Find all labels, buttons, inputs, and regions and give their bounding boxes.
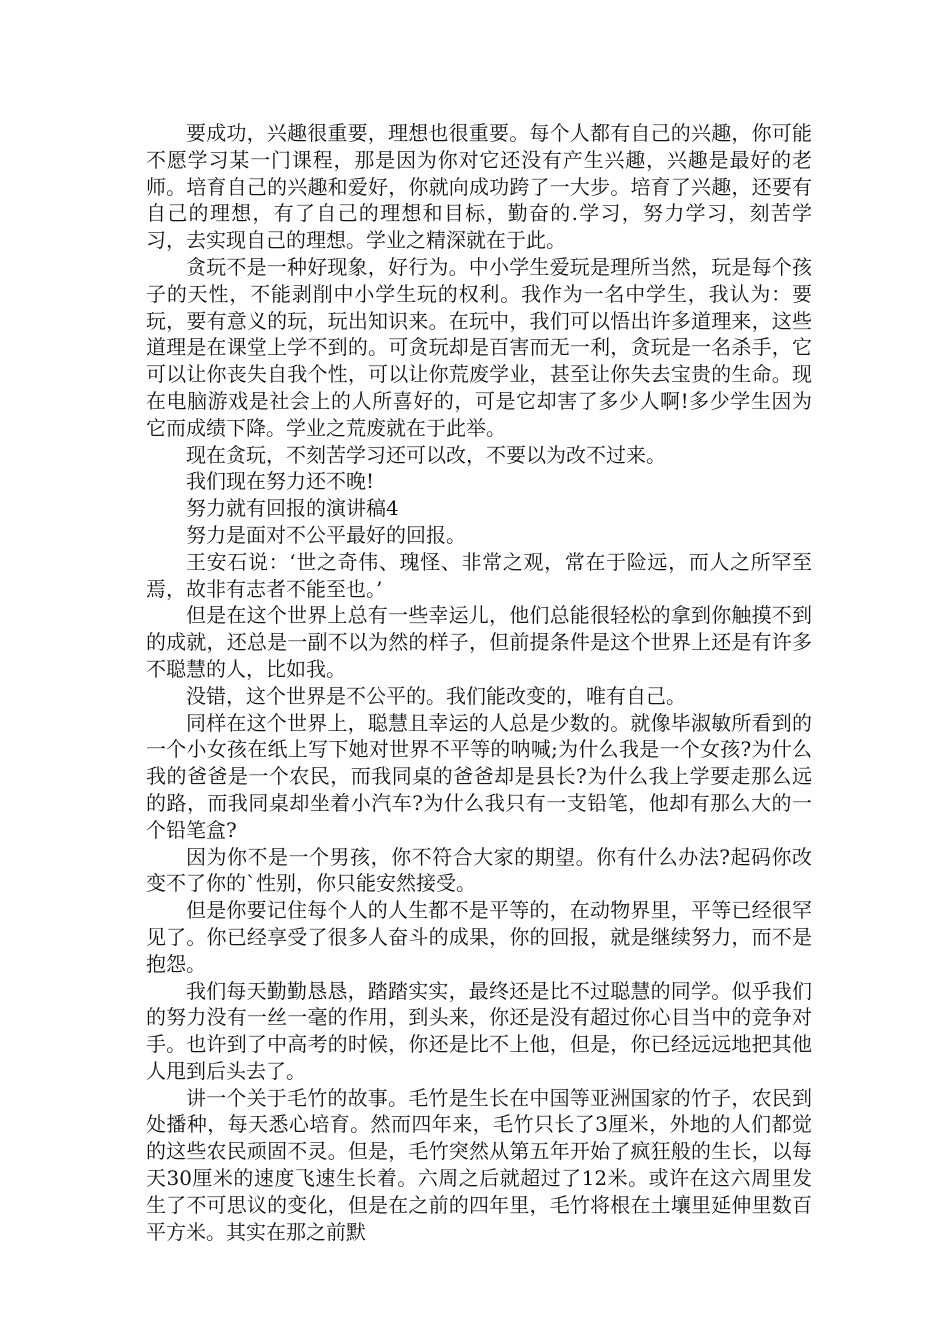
document-page xyxy=(146,120,812,1245)
paragraph-6: 努力是面对不公平最好的回报。 xyxy=(186,522,466,547)
paragraph-9: 没错，这个世界是不公平的。我们能改变的，唯有自己。 xyxy=(186,683,686,708)
paragraph-8: 但是在这个世界上总有一些幸运儿，他们总能很轻松的拿到你触摸不到的成就，还总是一副不以为然的样子，但前提条件是这个世界上还是有许多不聪慧的人，比如我。 xyxy=(146,603,812,681)
paragraph-11: 因为你不是一个男孩，你不符合大家的期望。你有什么办法?起码你改变不了你的`性别，你只能安然接受。 xyxy=(146,844,812,896)
paragraph-3: 现在贪玩，不刻苦学习还可以改，不要以为改不过来。 xyxy=(186,442,666,467)
paragraph-13: 我们每天勤勤恳恳，踏踏实实，最终还是比不过聪慧的同学。似乎我们的努力没有一丝一毫的作用，到头来，你还是没有超过你心目当中的竞争对手。也许到了中高考的时候，你还是比不上他，但是，你已经远远地把其他人甩到后头去了。 xyxy=(146,978,812,1083)
paragraph-1: 要成功，兴趣很重要，理想也很重要。每个人都有自己的兴趣，你可能不愿学习某一门课程，那是因为你对它还没有产生兴趣，兴趣是最好的老师。培育自己的兴趣和爱好，你就向成功跨了一大步。培育了兴趣，还要有自己的理想，有了自己的理想和目标，勤奋的.学习，努力学习，刻苦学习，去实现自己的理想。学业之精深就在于此。 xyxy=(146,121,812,253)
section-heading: 努力就有回报的演讲稿4 xyxy=(186,496,399,521)
paragraph-2: 贪玩不是一种好现象，好行为。中小学生爱玩是理所当然，玩是每个孩子的天性，不能剥削中小学生玩的权利。我作为一名中学生，我认为：要玩，要有意义的玩，玩出知识来。在玩中，我们可以悟出许多道理来，这些道理是在课堂上学不到的。可贪玩却是百害而无一利，贪玩是一名杀手，它可以让你丧失自我个性，可以让你荒废学业，甚至让你失去宝贵的生命。现在电脑游戏是社会上的人所喜好的，可是它却害了多少人啊!多少学生因为它而成绩下降。学业之荒废就在于此举。 xyxy=(146,254,812,440)
paragraph-10: 同样在这个世界上，聪慧且幸运的人总是少数的。就像毕淑敏所看到的一个小女孩在纸上写下她对世界不平等的呐喊;为什么我是一个女孩?为什么我的爸爸是一个农民，而我同桌的爸爸却是县长?为什么我上学要走那么远的路，而我同桌却坐着小汽车?为什么我只有一支铅笔，他却有那么大的一个铅笔盒? xyxy=(146,710,812,842)
paragraph-7: 王安石说：‘世之奇伟、瑰怪、非常之观，常在于险远，而人之所罕至焉，故非有志者不能至也。’ xyxy=(146,549,812,601)
paragraph-4: 我们现在努力还不晚! xyxy=(186,469,375,494)
paragraph-12: 但是你要记住每个人的人生都不是平等的，在动物界里，平等已经很罕见了。你已经享受了很多人奋斗的成果，你的回报，就是继续努力，而不是抱怨。 xyxy=(146,898,812,976)
paragraph-14: 讲一个关于毛竹的故事。毛竹是生长在中国等亚洲国家的竹子，农民到处播种，每天悉心培育。然而四年来，毛竹只长了3厘米，外地的人们都觉的这些农民顽固不灵。但是，毛竹突然从第五年开始了疯狂般的生长，以每天30厘米的速度飞速生长着。六周之后就超过了12米。或许在这六周里发生了不可思议的变化，但是在之前的四年里，毛竹将根在土壤里延伸里数百平方米。其实在那之前默 xyxy=(146,1085,812,1244)
